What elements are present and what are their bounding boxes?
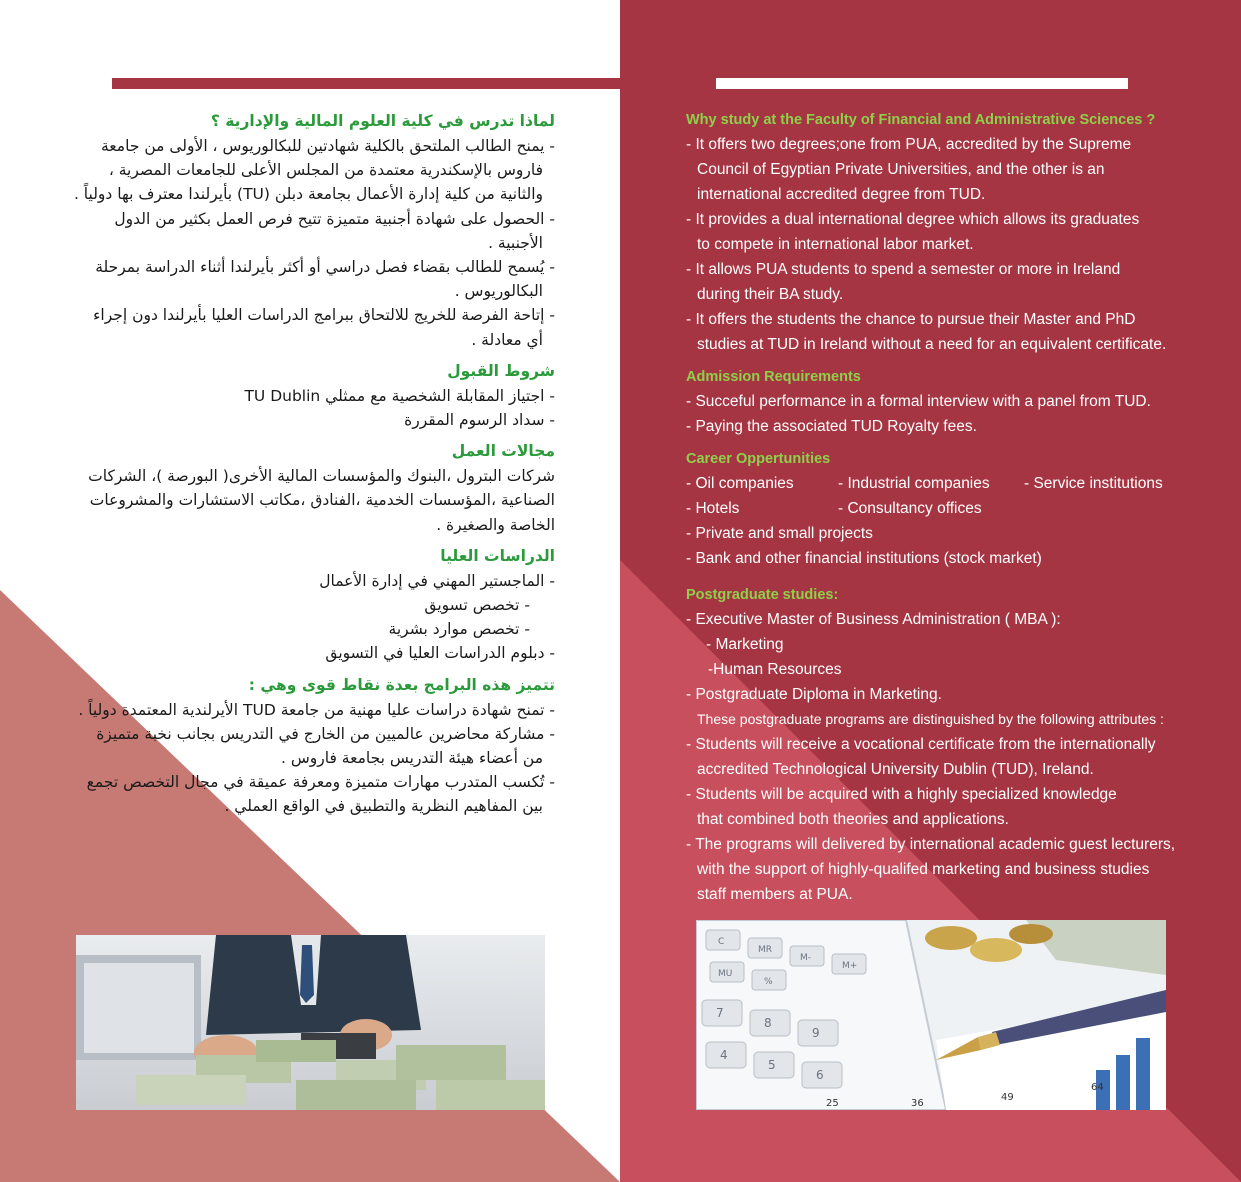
calc-key-label: 9 [812,1026,820,1040]
calc-key-label: 8 [764,1016,772,1030]
english-why-line: international accredited degree from TUD. [697,186,986,203]
english-why-line: - It offers two degrees;one from PUA, accredited by the Supreme [686,136,1132,153]
arabic-why-line: - إتاحة الفرصة للخريج للالتحاق ببرامج الدراسات العليا بأيرلندا دون إجراء [93,306,555,325]
english-career-title: Career Oppertunities [686,451,831,467]
english-post-line: - Executive Master of Business Administration ( MBA ): [686,611,1061,628]
english-career-item: - Service institutions [1024,475,1163,492]
english-career-item: - Hotels [686,500,740,517]
arabic-admission-line: - اجتياز المقابلة الشخصية مع ممثلي TU Dublin [244,386,555,405]
calc-key-label: M- [800,953,812,963]
arabic-admission-line: - سداد الرسوم المقررة [404,411,555,430]
calc-key-label: MR [758,945,773,955]
english-post-line: -Human Resources [708,661,842,678]
arabic-post-line: - الماجستير المهني في إدارة الأعمال [319,571,555,590]
calc-key-label: 7 [716,1006,724,1020]
english-career-item: - Consultancy offices [838,500,982,517]
english-admission-title: Admission Requirements [686,369,861,385]
chart-number: 36 [911,1098,924,1109]
english-post-line: accredited Technological University Dublin (TUD), Ireland. [697,761,1094,778]
arabic-post-line: - دبلوم الدراسات العليا في التسويق [325,644,555,663]
english-career-row [686,471,1206,496]
english-career-item: - Oil companies [686,475,794,492]
calc-key-label: 6 [816,1068,824,1082]
chart-number: 25 [826,1098,839,1109]
english-post-line: - The programs will delivered by international academic guest lecturers, [686,836,1176,853]
calc-key-label: MU [718,969,733,979]
english-post-line: with the support of highly-qualifed marketing and business studies [697,861,1150,878]
arabic-why-line: فاروس بالإسكندرية معتمدة من المجلس الأعلى للجامعات المصرية ، [108,161,543,180]
calc-key-label: M+ [842,961,858,971]
arabic-features-line: بين المفاهيم النظرية والتطبيق في الواقع العملي . [224,797,543,816]
english-why-line: - It offers the students the chance to pursue their Master and PhD [686,311,1136,328]
english-why-line: - It allows PUA students to spend a semester or more in Ireland [686,261,1121,278]
arabic-post-title: الدراسات العليا [440,546,555,565]
arabic-features-line: من أعضاء هيئة التدريس بجامعة فاروس . [281,749,543,768]
english-post-line: - Students will receive a vocational certificate from the internationally [686,736,1156,753]
arabic-why-line: - يمنح الطالب الملتحق بالكلية شهادتين للبكالوريوس ، الأولى من جامعة [101,137,555,155]
english-career-line: - Bank and other financial institutions (stock market) [686,550,1042,567]
calc-key-label: C [718,937,725,947]
english-career-row [686,496,1206,521]
english-why-title: Why study at the Faculty of Financial and Administrative Sciences ? [686,112,1156,128]
arabic-why-line: أي معادلة . [471,330,543,349]
arabic-career-line: الصناعية ،المؤسسات الخدمية ،الفنادق ،مكاتب الاستشارات والمشروعات [89,491,555,510]
english-post-title: Postgraduate studies: [686,587,839,603]
arabic-why-title: لماذا تدرس في كلية العلوم المالية والإدارية ؟ [210,112,555,130]
english-post-line: - Postgraduate Diploma in Marketing. [686,686,942,703]
arabic-career-title: مجالات العمل [451,442,555,461]
calc-key-label: % [764,977,773,987]
arabic-career-line: الخاصة والصغيرة . [436,515,555,534]
english-career-item: - Industrial companies [838,475,990,492]
chart-number: 64 [1091,1082,1104,1093]
top-bar-left [112,78,622,89]
calc-key-label: 5 [768,1058,776,1072]
arabic-post-line: - تخصص موارد بشرية [388,620,530,639]
arabic-why-line: - الحصول على شهادة أجنبية متميزة تتيح فرص العمل بكثير من الدول [114,209,555,228]
english-admission-line: - Succeful performance in a formal interview with a panel from TUD. [686,393,1151,410]
arabic-post-line: - تخصص تسويق [424,596,530,615]
english-why-line: - It provides a dual international degree which allows its graduates [686,211,1140,228]
english-post-line: - Students will be acquired with a highly specialized knowledge [686,786,1117,803]
arabic-column [48,110,555,819]
arabic-why-line: البكالوريوس . [454,282,543,301]
arabic-why-line: والثانية من كلية إدارة الأعمال بجامعة دبلن (TU) بأيرلندا معترف بها دولياً . [73,185,543,204]
chart-number: 49 [1001,1092,1014,1103]
english-why-line: Council of Egyptian Private Universities, and the other is an [697,161,1105,178]
english-why-line: to compete in international labor market. [697,236,974,253]
english-post-line: These postgraduate programs are distinguished by the following attributes : [697,711,1164,727]
english-column [686,110,1206,907]
english-why-line: during their BA study. [697,286,844,303]
calc-key-label: 4 [720,1048,728,1062]
english-post-line: that combined both theories and applications. [697,811,1009,828]
arabic-why-line: الأجنبية . [488,233,543,252]
english-post-line: - Marketing [706,636,784,653]
english-admission-line: - Paying the associated TUD Royalty fees. [686,418,977,435]
arabic-features-line: - تمنح شهادة دراسات عليا مهنية من جامعة TUD الأيرلندية المعتمدة دولياً . [78,700,555,719]
businessman-money-photo [76,935,545,1110]
arabic-admission-title: شروط القبول [447,361,555,380]
english-career-line: - Private and small projects [686,525,873,542]
english-post-line: staff members at PUA. [697,886,853,903]
arabic-features-line: - تُكسب المتدرب مهارات متميزة ومعرفة عميقة في مجال التخصص تجمع [86,773,555,792]
calculator-pen-photo [696,920,1166,1110]
english-why-line: studies at TUD in Ireland without a need for an equivalent certificate. [697,336,1167,353]
arabic-why-line: - يُسمح للطالب بقضاء فصل دراسي أو أكثر بأيرلندا أثناء الدراسة بمرحلة [95,258,555,277]
arabic-features-line: - مشاركة محاضرين عالميين من الخارج في التدريس بجانب نخبة متميزة [96,724,555,743]
arabic-features-title: تتميز هذه البرامج بعدة نقاط قوى وهي : [248,675,555,694]
arabic-career-line: شركات البترول ،البنوك والمؤسسات المالية الأخرى( البورصة )، الشركات [88,467,555,486]
top-bar-right [716,78,1128,89]
